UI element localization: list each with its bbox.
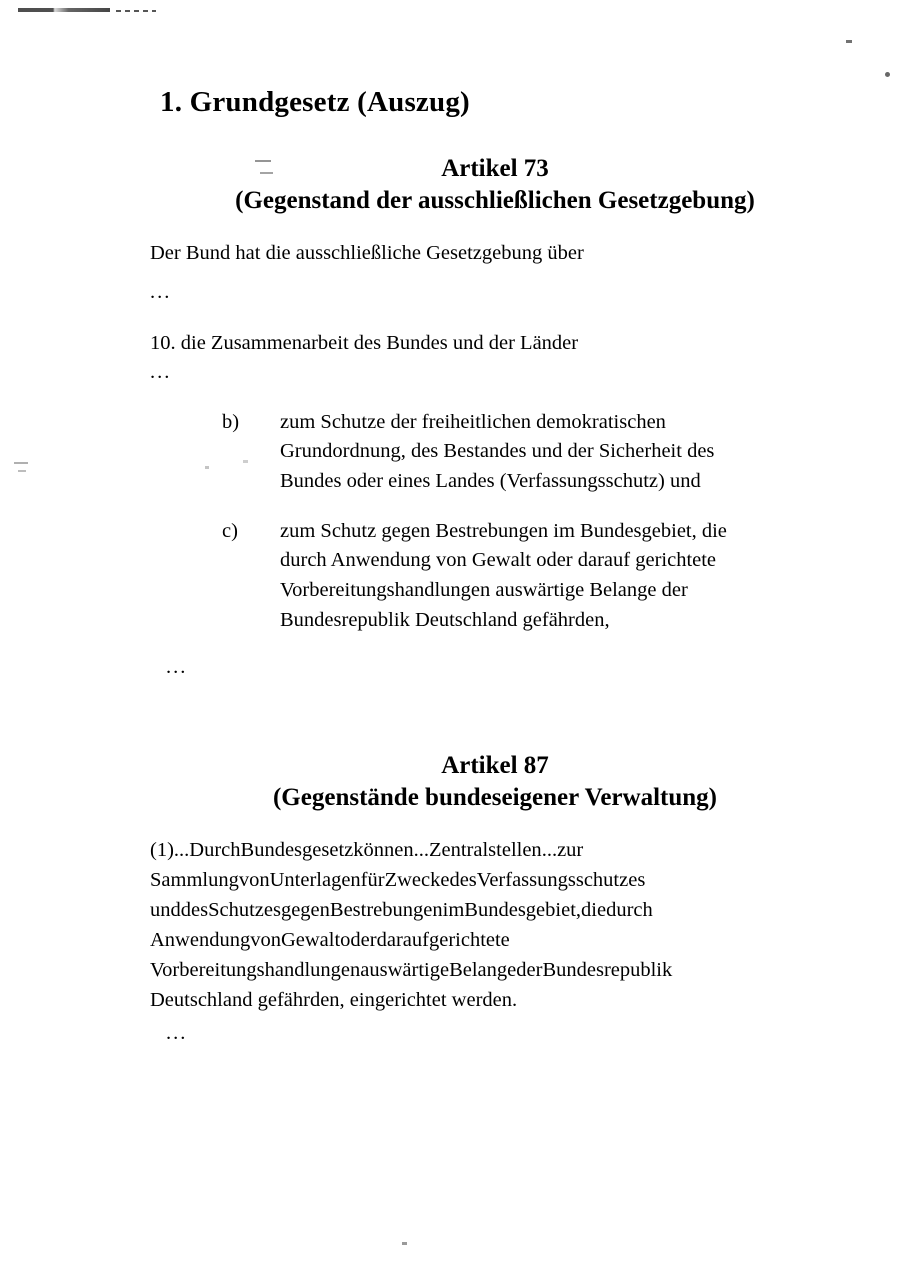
sub-item-c-line-2: durch Anwendung von Gewalt oder darauf gerichtete [280,549,717,572]
sub-item-c-line-1: zum Schutz gegen Bestrebungen im Bundesgebiet, die [280,519,727,542]
sub-item-b-line-2: Grundordnung, des Bestandes und der Sicherheit des [280,440,715,463]
sub-item-text-c [280,517,840,636]
list-item [150,408,840,497]
page-title: 1. Grundgesetz (Auszug) [160,86,470,118]
article-73-heading-line1: Artikel 73 [441,155,549,182]
scan-artifact-top-bar [18,8,110,12]
sub-item-b-line-1: zum Schutze der freiheitlichen demokratischen [280,410,666,433]
section-spacer [150,704,840,750]
scan-artifact-right-dot [885,72,890,77]
article-87-line-1: (1)...DurchBundesgesetzkönnen...Zentralstellen...zur [150,839,584,862]
article-87-line-4: AnwendungvonGewaltoderdaraufgerichtete [150,928,510,951]
scan-artifact-left-tick-2 [18,470,26,472]
article-87-line-2: SammlungvonUnterlagenfürZweckedesVerfassungsschutzes [150,869,646,892]
scan-artifact-top-dash [116,10,156,12]
document-body [150,86,840,1070]
article-73-sub-list [150,408,840,636]
sub-item-marker-b: b) [222,410,240,433]
article-73-item-10: 10. die Zusammenarbeit des Bundes und der Länder [150,332,579,355]
sub-item-c-line-3: Vorbereitungshandlungen auswärtige Belange der [280,579,688,602]
article-87-heading [150,750,840,814]
article-73-ellipsis-3: ... [166,655,188,678]
sub-item-b-line-3: Bundes oder eines Landes (Verfassungsschutz) und [280,469,701,492]
article-87-line-6: Deutschland gefährden, eingerichtet werden. [150,988,518,1011]
section-artikel-87 [150,750,840,1044]
article-73-ellipsis-1: ... [150,280,172,303]
article-73-heading-line2: (Gegenstand der ausschließlichen Gesetzgebung) [235,187,755,214]
article-87-line-3: unddesSchutzesgegenBestrebungenimBundesgebiet,diedurch [150,898,653,921]
list-item [150,517,840,636]
scan-artifact-bottom-speck [402,1242,407,1245]
article-73-ellipsis-2: ... [150,360,172,383]
article-87-heading-line1: Artikel 87 [441,752,549,780]
scan-artifact-left-tick [14,462,28,464]
sub-item-text-b [280,408,840,497]
article-73-intro: Der Bund hat die ausschließliche Gesetzgebung über [150,242,584,264]
article-87-paragraph [150,836,840,1016]
article-87-ellipsis: ... [166,1021,188,1044]
article-87-heading-line2: (Gegenstände bundeseigener Verwaltung) [272,784,717,812]
sub-item-c-line-4: Bundesrepublik Deutschland gefährden, [280,608,610,631]
scan-artifact-right-speck [846,40,852,43]
section-artikel-73 [150,153,840,678]
article-87-line-5: VorbereitungshandlungenauswärtigeBelangederBundesrepublik [150,958,673,981]
sub-item-marker-c: c) [222,519,238,542]
article-73-heading [150,153,840,217]
